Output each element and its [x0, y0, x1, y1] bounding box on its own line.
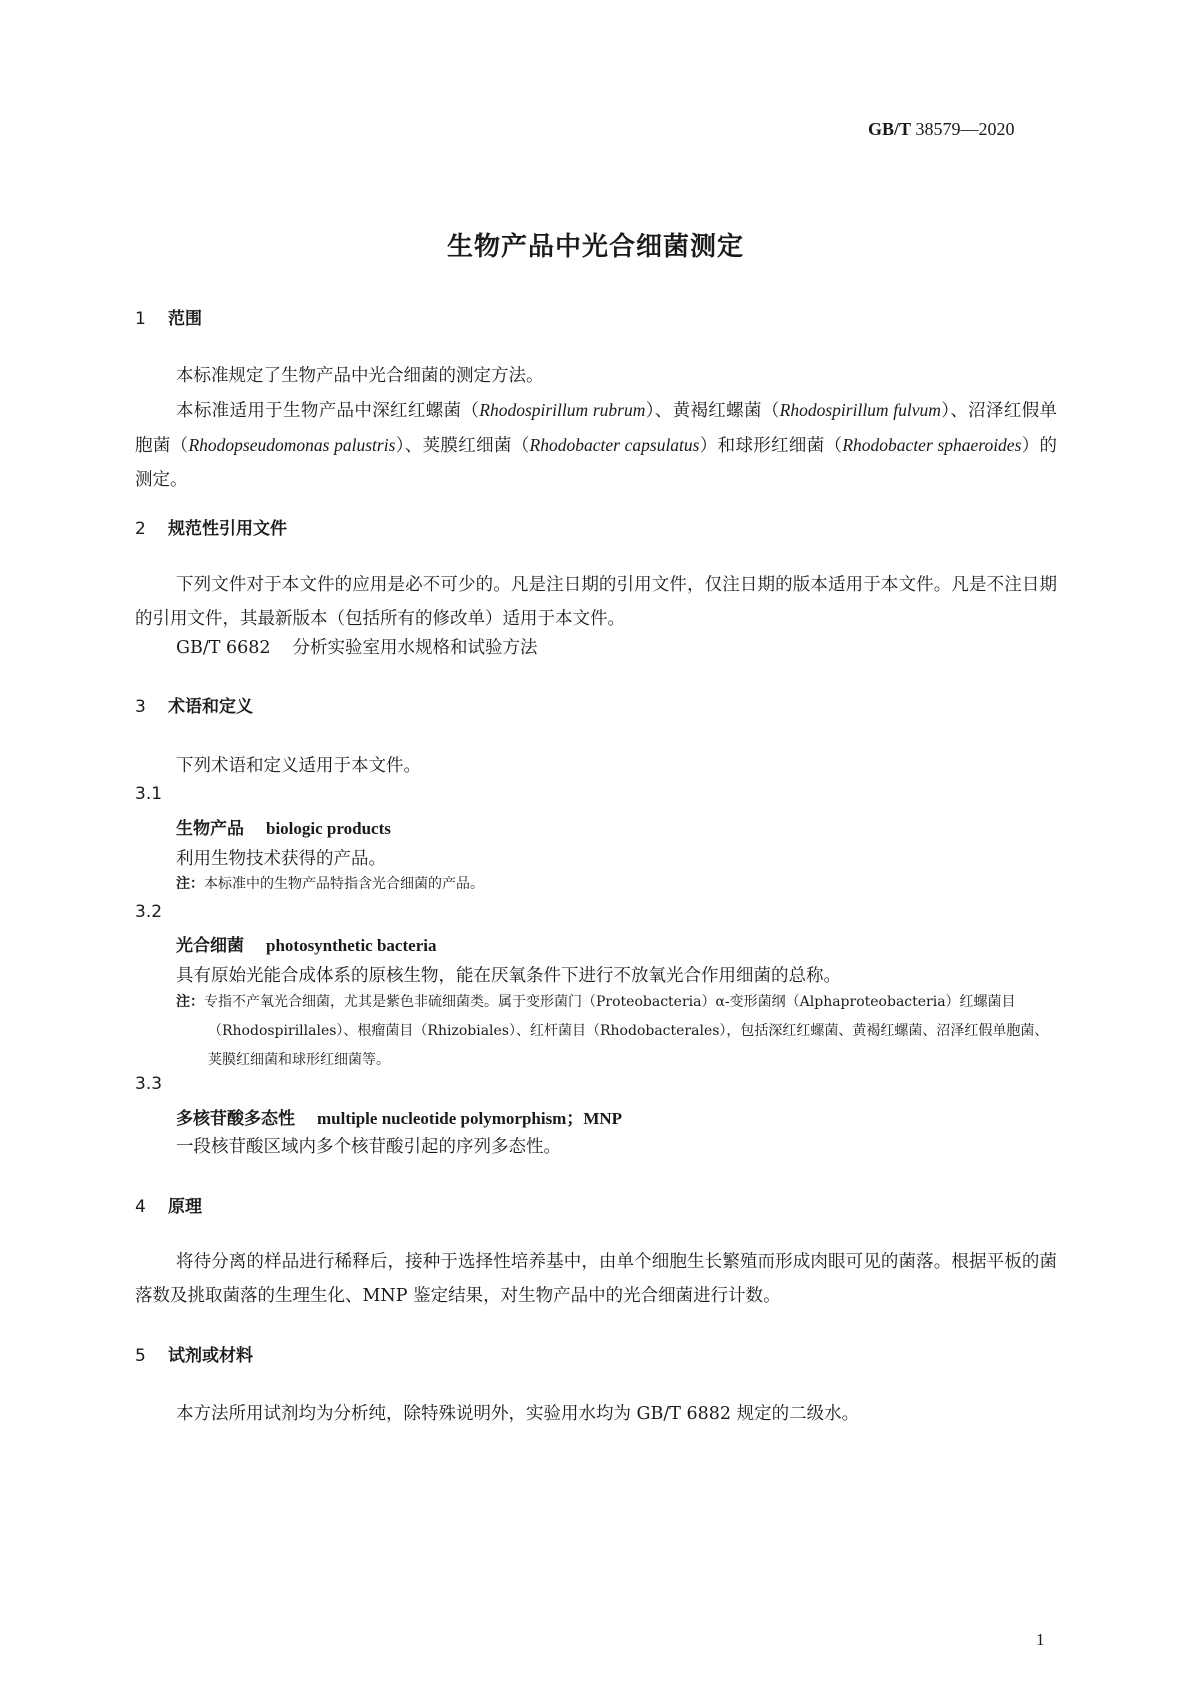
document-title: 生物产品中光合细菌测定 [446, 232, 744, 262]
term-definition: 具有原始光能合成体系的原核生物，能在厌氧条件下进行不放氧光合作用细菌的总称。 [176, 966, 841, 986]
note: 注：专指不产氧光合细菌，尤其是紫色非硫细菌类。属于变形菌门（Proteobacteria）α-变形菌纲（Alphaproteobacteria）红螺菌目（Rhodospirillales）、根瘤菌目（Rhizobiales）、红杆菌目（Rhodobacterales），包括深红红螺菌、黄褐红螺菌、沼泽红假单胞菌、荚膜红细菌和球形红细菌等。 [176, 994, 1049, 1068]
section-heading-5: 5 试剂或材料 [135, 1346, 253, 1366]
term-definition: 利用生物技术获得的产品。 [176, 849, 386, 869]
section-heading-4: 4 原理 [135, 1197, 202, 1217]
standard-number: GB/T 38579—2020 [868, 119, 1015, 139]
section-heading-3: 3 术语和定义 [135, 697, 253, 717]
page-number: 1 [1036, 1630, 1045, 1649]
clause-number: 3.3 [135, 1074, 163, 1094]
paragraph: 本方法所用试剂均为分析纯，除特殊说明外，实验用水均为 GB/T 6882 规定的二级水。 [176, 1404, 860, 1424]
term-entry: 生物产品 biologic products [176, 819, 391, 839]
paragraph: 下列术语和定义适用于本文件。 [176, 756, 421, 776]
normative-reference: GB/T 6682 分析实验室用水规格和试验方法 [176, 638, 538, 658]
clause-number: 3.2 [135, 902, 163, 922]
paragraph: 本标准适用于生物产品中深红红螺菌（Rhodospirillum rubrum）、黄褐红螺菌（Rhodospirillum fulvum）、沼泽红假单胞菌（Rhodopseudomonas palustris）、荚膜红细菌（Rhodobacter capsulatus）和球形红细菌（Rhodobacter sphaeroides）的测定。 [135, 400, 1058, 490]
paragraph: 本标准规定了生物产品中光合细菌的测定方法。 [176, 366, 544, 386]
term-entry: 光合细菌 photosynthetic bacteria [176, 936, 437, 956]
note: 注：本标准中的生物产品特指含光合细菌的产品。 [176, 876, 484, 892]
paragraph: 下列文件对于本文件的应用是必不可少的。凡是注日期的引用文件，仅注日期的版本适用于本文件。凡是不注日期的引用文件，其最新版本（包括所有的修改单）适用于本文件。 [135, 575, 1057, 629]
section-heading-2: 2 规范性引用文件 [135, 519, 287, 539]
paragraph: 将待分离的样品进行稀释后，接种于选择性培养基中，由单个细胞生长繁殖而形成肉眼可见的菌落。根据平板的菌落数及挑取菌落的生理生化、MNP 鉴定结果，对生物产品中的光合细菌进行计数。 [135, 1252, 1057, 1306]
section-heading-1: 1 范围 [135, 309, 202, 329]
term-entry: 多核苷酸多态性 multiple nucleotide polymorphism；MNP [176, 1109, 623, 1129]
clause-number: 3.1 [135, 784, 163, 804]
term-definition: 一段核苷酸区域内多个核苷酸引起的序列多态性。 [176, 1137, 561, 1157]
